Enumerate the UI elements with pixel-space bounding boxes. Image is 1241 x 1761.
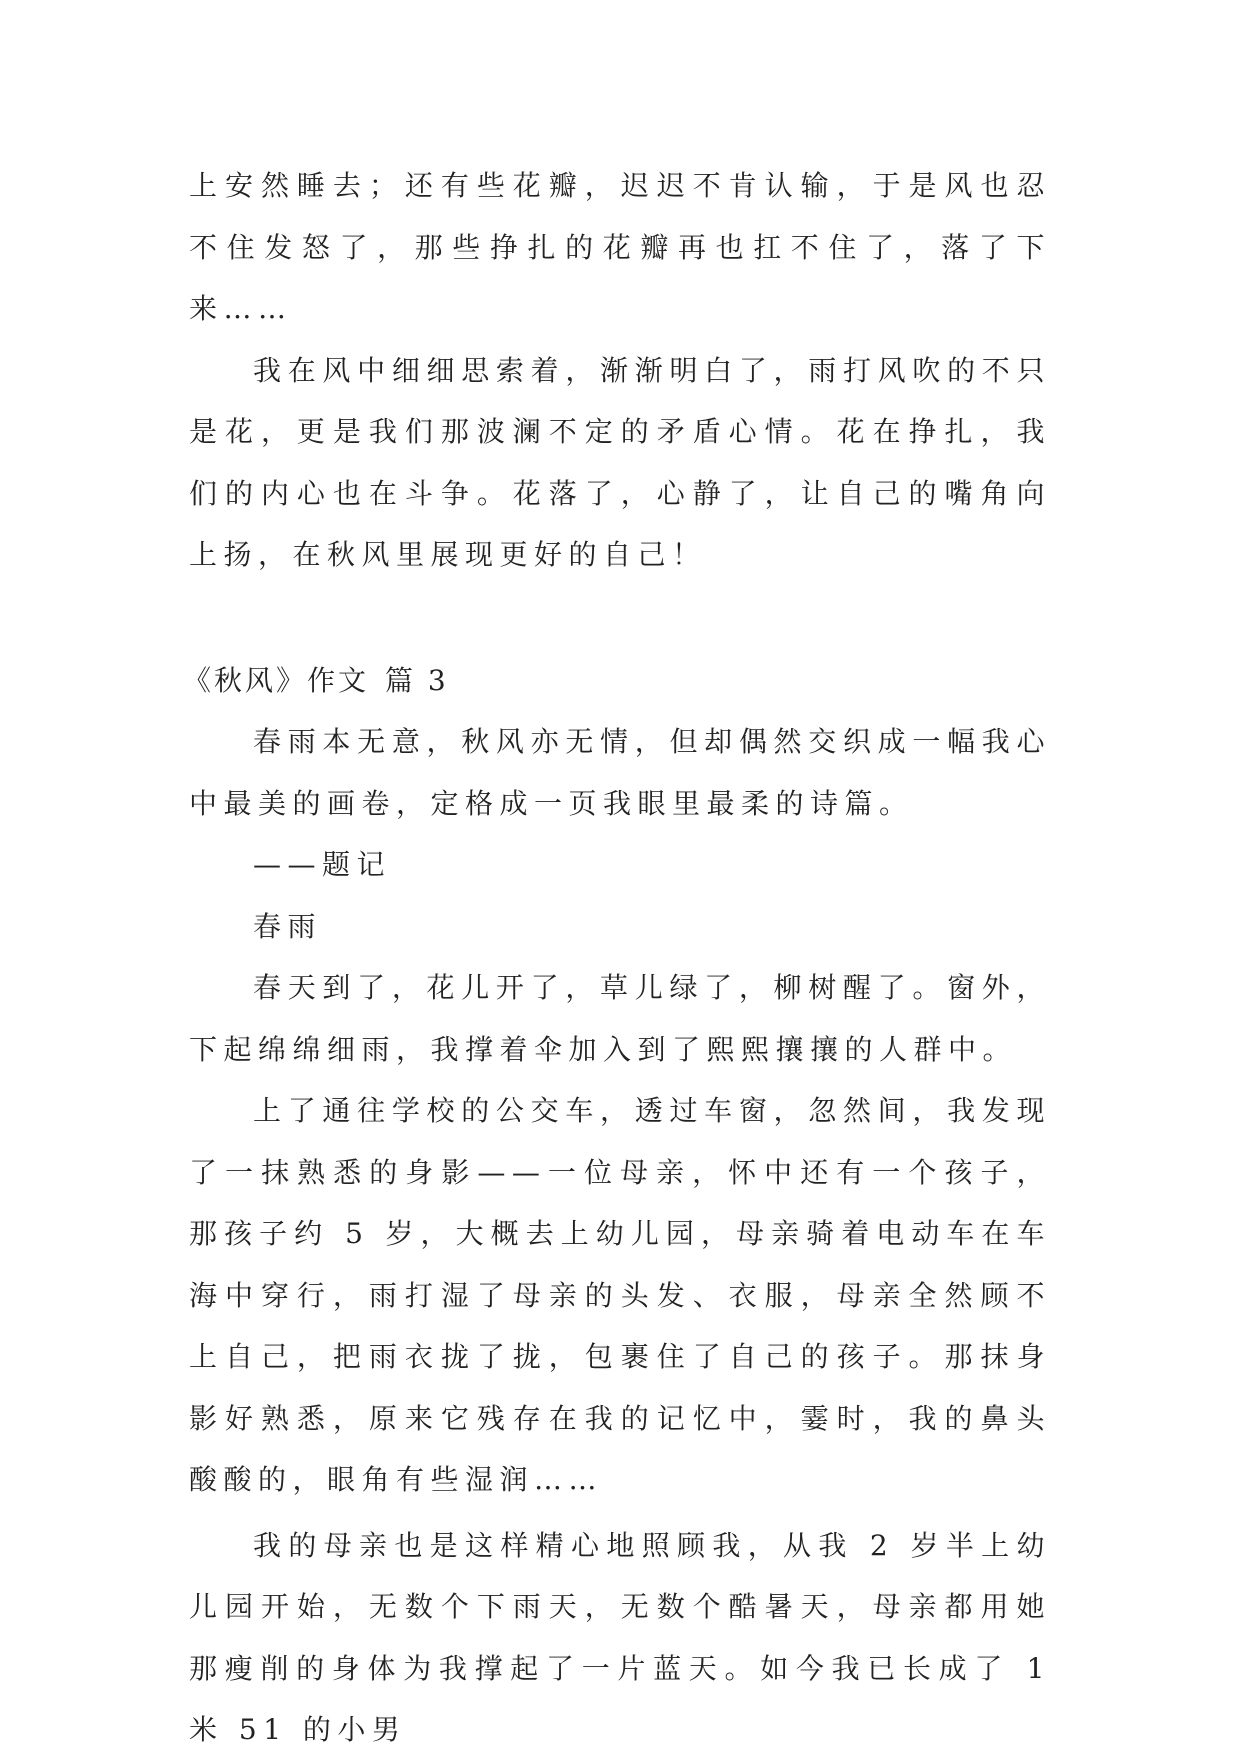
- document-body: [183, 155, 1051, 1761]
- section-heading: [183, 650, 1051, 712]
- paragraph-subheading: 春雨: [253, 909, 323, 943]
- section-heading-title: 《秋风》作文: [183, 663, 370, 697]
- paragraph-reflection: 我在风中细细思索着，渐渐明白了，雨打风吹的不只是花，更是我们那波澜不定的矛盾心情。花在挣扎，我们的内心也在斗争。花落了，心静了，让自己的嘴角向上扬，在秋风里展现更好的自己！: [189, 353, 1051, 571]
- section-heading-part: 篇 3: [385, 663, 449, 697]
- paragraph-bus: 上了通往学校的公交车，透过车窗，忽然间，我发现了一抹熟悉的身影——一位母亲，怀中还有一个孩子，那孩子约 5 岁，大概去上幼儿园，母亲骑着电动车在车海中穿行，雨打湿了母亲的头发、衣服，母亲全然顾不上自己，把雨衣拢了拢，包裹住了自己的孩子。那抹身影好熟悉，原来它残存在我的记忆中，霎时，我的鼻头酸酸的，眼角有些湿润……: [189, 1094, 1051, 1496]
- paragraph-epigraph-attribution: ——题记: [253, 848, 392, 881]
- paragraph-mother: 我的母亲也是这样精心地照顾我，从我 2 岁半上幼儿园开始，无数个下雨天，无数个酷暑天，母亲都用她那瘦削的身体为我撑起了一片蓝天。如今我已长成了 1 米 51 的小男: [189, 1528, 1051, 1746]
- paragraph-epigraph: 春雨本无意，秋风亦无情，但却偶然交织成一幅我心中最美的画卷，定格成一页我眼里最柔的诗篇。: [189, 725, 1051, 820]
- paragraph-spring: 春天到了，花儿开了，草儿绿了，柳树醒了。窗外，下起绵绵细雨，我撑着伞加入到了熙熙攘攘的人群中。: [189, 971, 1051, 1066]
- paragraph-continued: 上安然睡去；还有些花瓣，迟迟不肯认输，于是风也忍不住发怒了，那些挣扎的花瓣再也扛不住了，落了下来……: [189, 169, 1051, 325]
